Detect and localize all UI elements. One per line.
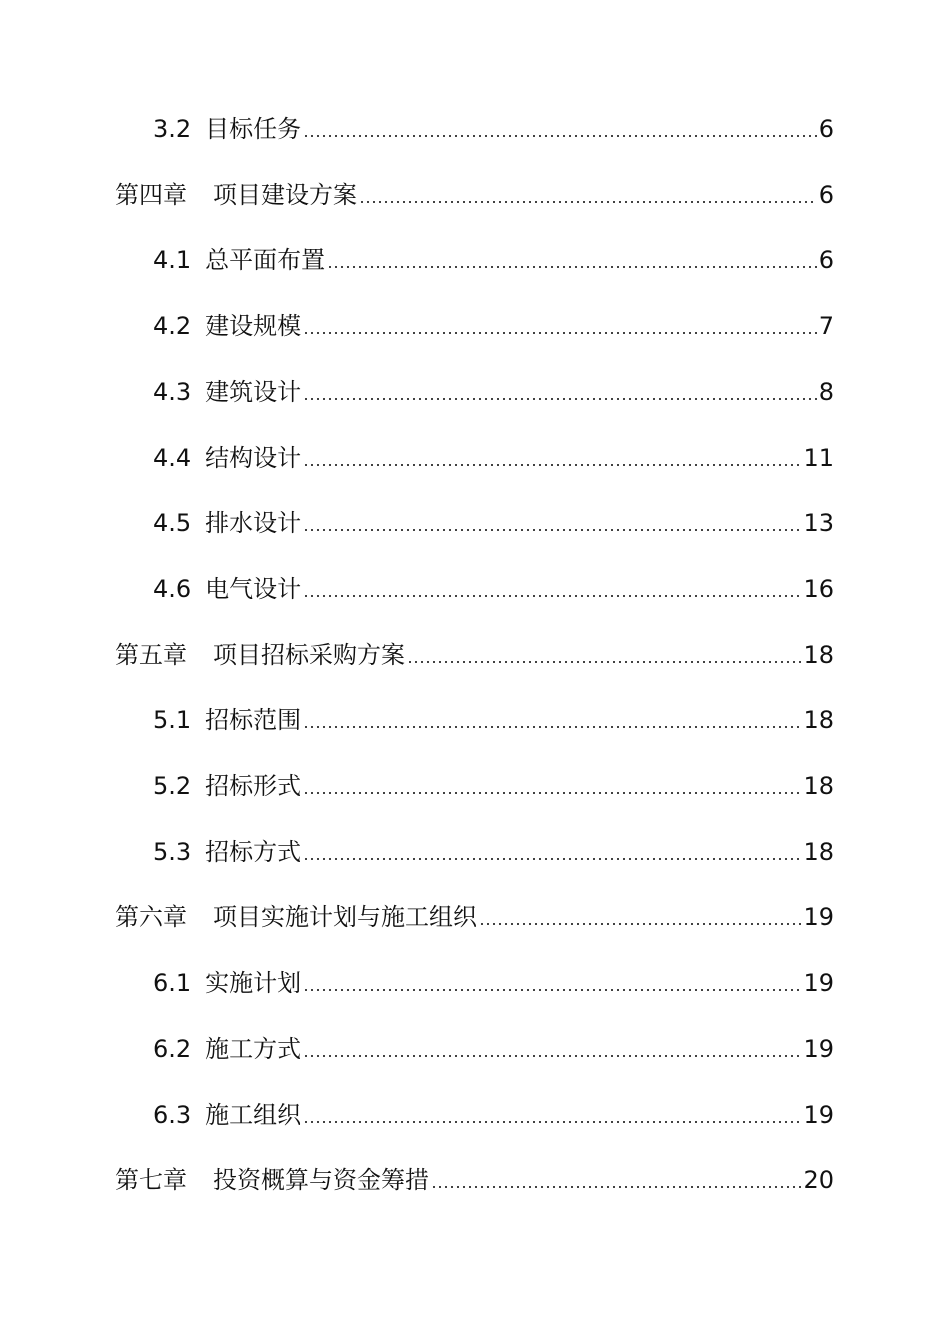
toc-entry-page: 8 [818,378,834,406]
toc-entry-number: 第五章 [115,641,187,669]
toc-entry [115,636,834,670]
toc-entry-page: 19 [803,1035,834,1063]
toc-entry-number: 第四章 [115,181,187,209]
toc-entry-page: 18 [803,772,834,800]
toc-dot-leader [303,726,801,728]
toc-entry [153,964,834,998]
toc-entry-page: 20 [803,1166,834,1194]
toc-entry [153,439,834,473]
toc-entry [153,570,834,604]
toc-entry-number: 5.2 [153,772,192,800]
toc-dot-leader [303,1055,801,1057]
toc-entry-number: 4.1 [153,246,192,274]
toc-entry-number: 4.2 [153,312,192,340]
toc-entry-number: 6.2 [153,1035,192,1063]
toc-entry-page: 18 [803,641,834,669]
toc-entry [153,767,834,801]
toc-entry [153,373,834,407]
toc-entry-number: 第七章 [115,1166,187,1194]
toc-dot-leader [303,332,817,334]
toc-entry-page: 18 [803,706,834,734]
toc-entry-title: 施工方式 [205,1035,302,1063]
toc-dot-leader [303,989,801,991]
toc-entry [153,307,834,341]
toc-dot-leader [303,1121,801,1123]
toc-entry-title: 项目实施计划与施工组织 [213,903,477,931]
toc-entry-number: 6.1 [153,969,192,997]
toc-entry [115,176,834,210]
toc-entry-page: 19 [803,903,834,931]
toc-dot-leader [303,595,801,597]
toc-entry [153,833,834,867]
toc-entry-number: 3.2 [153,115,192,143]
toc-entry-title: 招标形式 [205,772,302,800]
toc-dot-leader [303,858,801,860]
toc-entry-title: 建筑设计 [205,378,302,406]
toc-dot-leader [479,923,801,925]
toc-entry-title: 投资概算与资金筹措 [213,1166,429,1194]
toc-dot-leader [303,135,817,137]
toc-entry-title: 招标范围 [205,706,302,734]
toc-dot-leader [407,661,801,663]
toc-dot-leader [431,1186,801,1188]
toc-entry-number: 第六章 [115,903,187,931]
toc-entry-page: 19 [803,1101,834,1129]
toc-entry [153,110,834,144]
toc-entry-title: 结构设计 [205,444,302,472]
toc-entry-title: 排水设计 [205,509,302,537]
toc-dot-leader [303,464,801,466]
toc-entry-title: 电气设计 [205,575,302,603]
toc-entry-title: 总平面布置 [205,246,326,274]
toc-entry-number: 4.3 [153,378,192,406]
toc-entry [115,1161,834,1195]
toc-entry-page: 6 [818,246,834,274]
toc-entry-title: 施工组织 [205,1101,302,1129]
toc-entry-number: 4.5 [153,509,192,537]
toc-entry-number: 6.3 [153,1101,192,1129]
toc-dot-leader [327,266,817,268]
toc-entry [153,1030,834,1064]
toc-entry-page: 6 [818,181,834,209]
toc-entry-title: 项目建设方案 [213,181,357,209]
toc-entry-title: 建设规模 [205,312,302,340]
toc-entry-title: 实施计划 [205,969,302,997]
toc-dot-leader [359,201,817,203]
toc-entry-page: 16 [803,575,834,603]
toc-entry-title: 项目招标采购方案 [213,641,405,669]
toc-entry-number: 5.3 [153,838,192,866]
toc-entry-page: 18 [803,838,834,866]
toc-entry [153,504,834,538]
toc-entry-page: 11 [803,444,834,472]
toc-entry [153,701,834,735]
toc-entry-number: 4.4 [153,444,192,472]
toc-entry [153,1096,834,1130]
toc-entry-title: 招标方式 [205,838,302,866]
toc-entry [115,898,834,932]
toc-entry-number: 4.6 [153,575,192,603]
toc-entry-page: 19 [803,969,834,997]
toc-entry-title: 目标任务 [205,115,302,143]
toc-entry-page: 6 [818,115,834,143]
toc-dot-leader [303,792,801,794]
toc-entry-page: 7 [818,312,834,340]
toc-entry-number: 5.1 [153,706,192,734]
toc-entry [153,241,834,275]
toc-entry-page: 13 [803,509,834,537]
toc-dot-leader [303,529,801,531]
toc-dot-leader [303,398,817,400]
